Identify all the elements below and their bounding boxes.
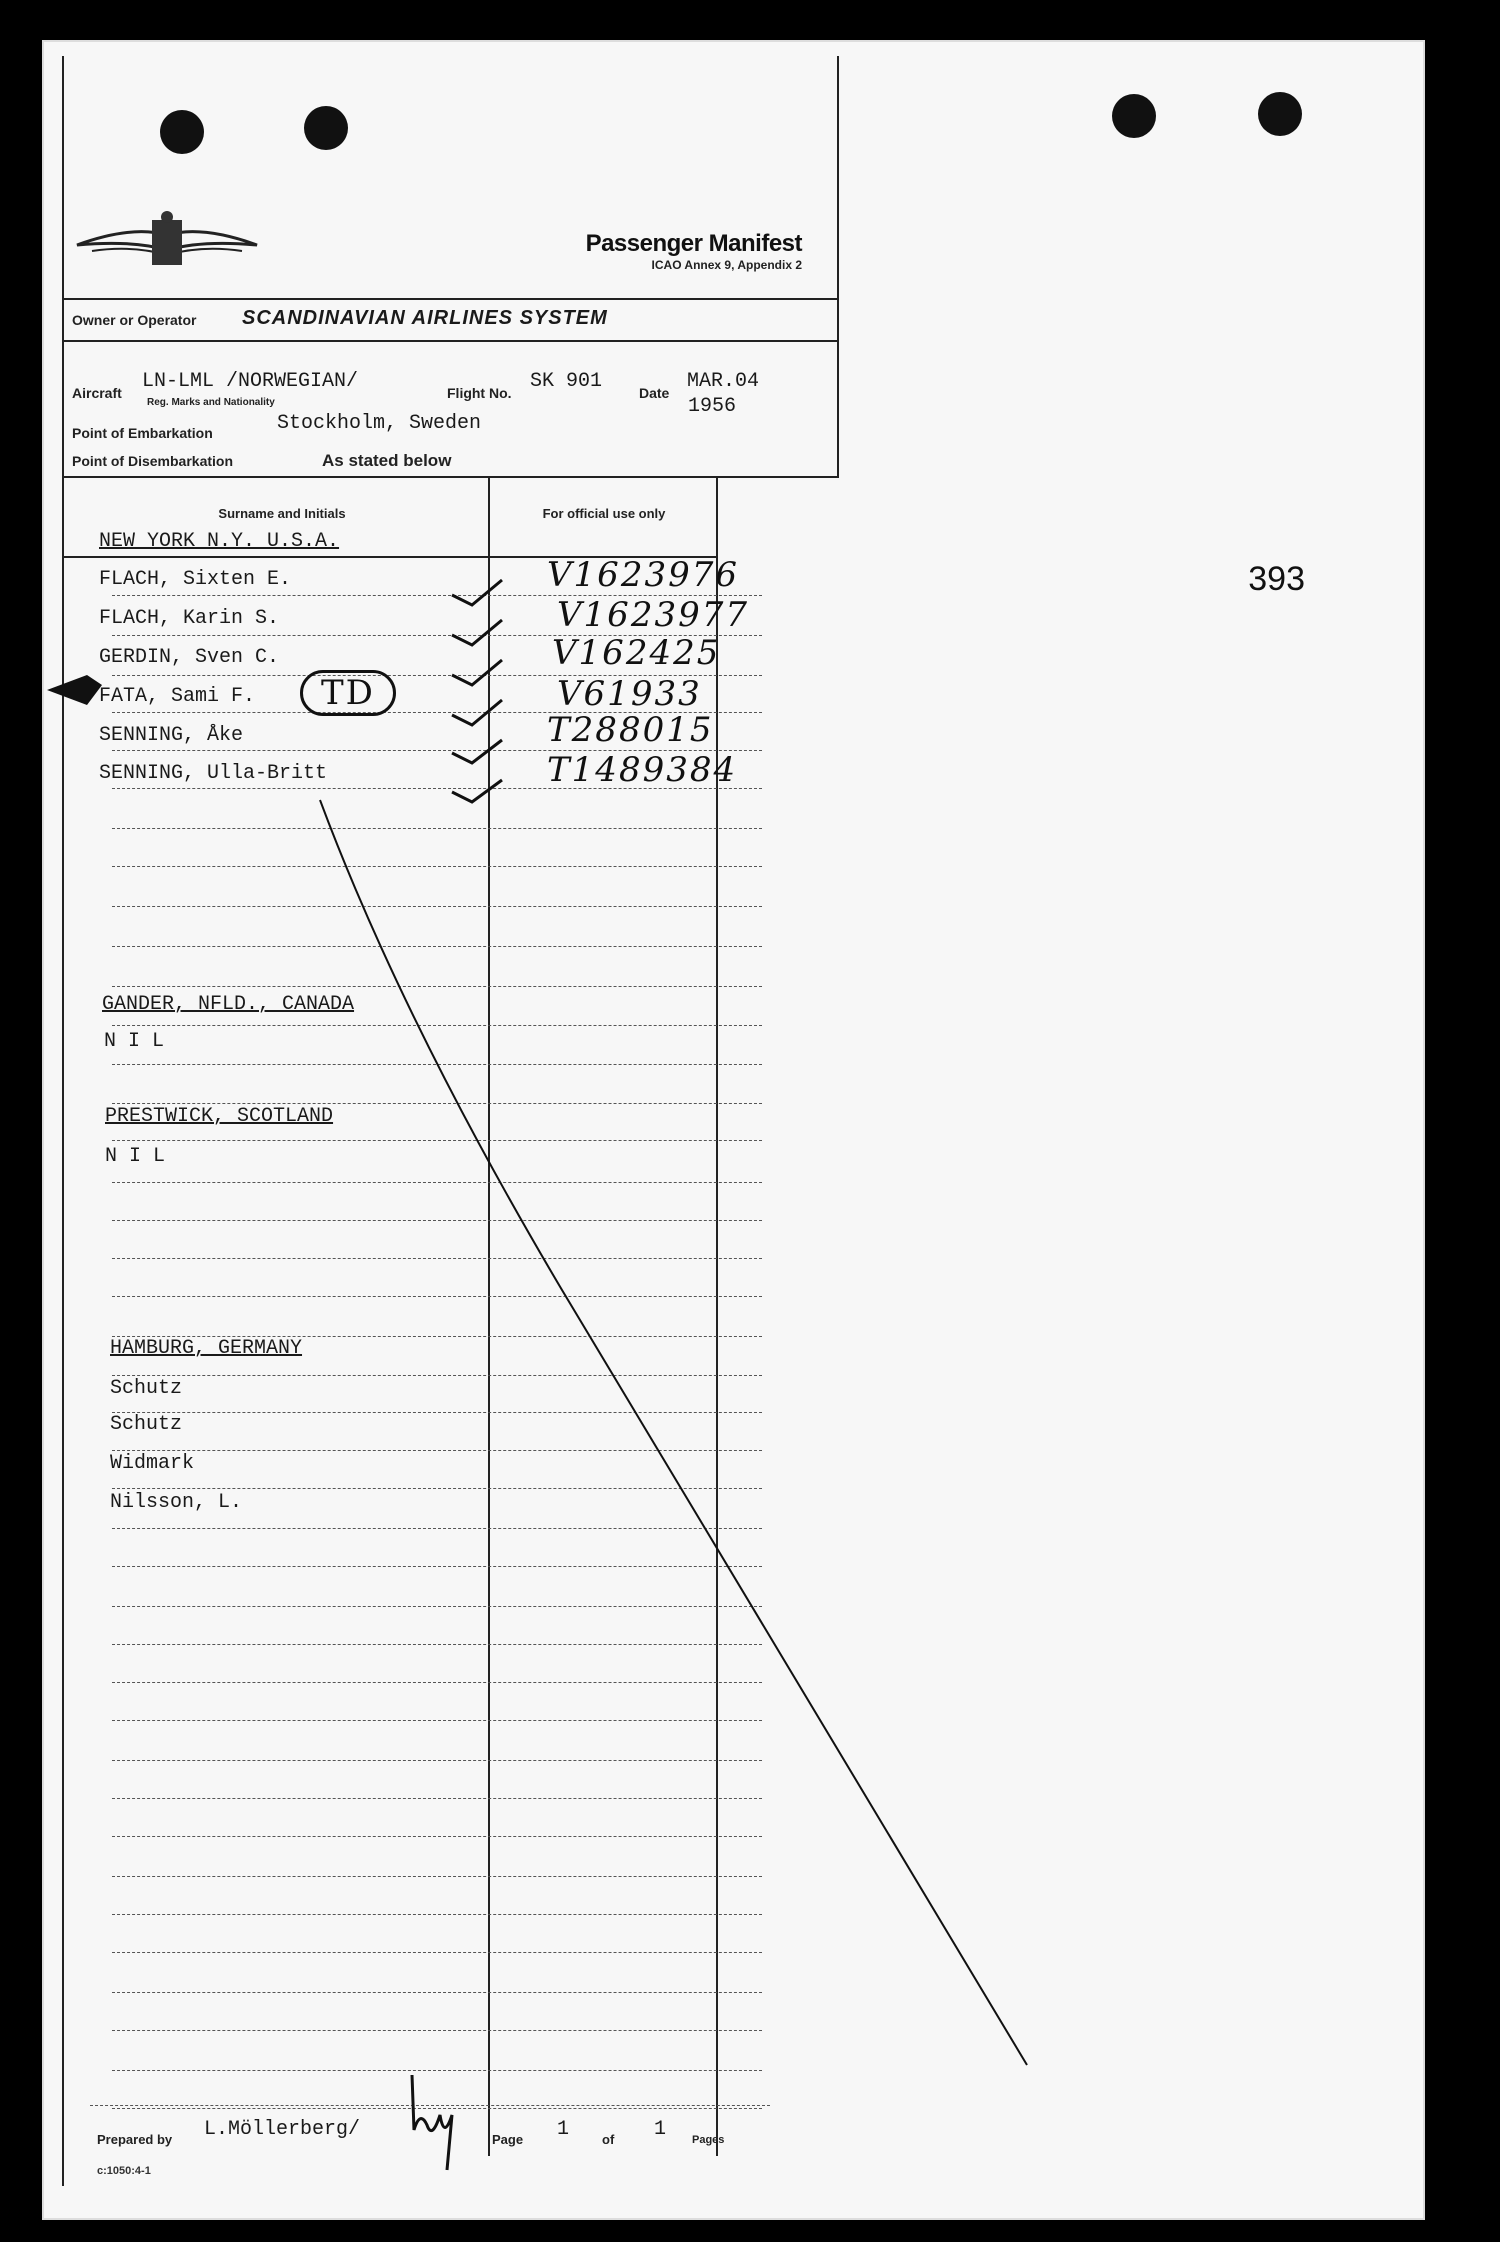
section-heading-hamburg: HAMBURG, GERMANY <box>110 1337 303 1360</box>
official-number: V162425 <box>552 633 721 673</box>
form-code: c:1050:4-1 <box>97 2165 151 2177</box>
form-title-text: Passenger Manifest <box>585 230 802 257</box>
flight-value: SK 901 <box>530 370 603 393</box>
date-label: Date <box>639 385 670 401</box>
disembarkation-label: Point of Disembarkation <box>72 453 234 469</box>
manifest-paper <box>42 40 1425 2220</box>
official-number: V1623976 <box>547 555 739 595</box>
passenger-name: Schutz <box>110 1413 183 1436</box>
td-annotation: TD <box>300 670 396 716</box>
section-heading-prestwick: PRESTWICK, SCOTLAND <box>105 1105 334 1128</box>
passenger-name: Widmark <box>110 1452 195 1475</box>
section-heading-new-york: NEW YORK N.Y. U.S.A. <box>99 530 340 553</box>
owner-value: SCANDINAVIAN AIRLINES SYSTEM <box>242 307 608 329</box>
passenger-name: N I L <box>104 1030 165 1053</box>
official-number: T288015 <box>547 710 714 750</box>
page-value: 1 <box>557 2118 570 2141</box>
prepared-by-value: L.Möllerberg/ <box>204 2118 361 2141</box>
official-number: V61933 <box>557 674 702 714</box>
passenger-name: GERDIN, Sven C. <box>99 646 280 669</box>
passenger-name: N I L <box>105 1145 166 1168</box>
column-header-official: For official use only <box>542 506 666 521</box>
embarkation-label: Point of Embarkation <box>72 425 213 441</box>
passenger-name: Nilsson, L. <box>110 1491 243 1514</box>
owner-label: Owner or Operator <box>72 312 197 328</box>
embarkation-value: Stockholm, Sweden <box>277 412 482 435</box>
page-stamp-number: 393 <box>1248 560 1305 598</box>
passenger-name: FLACH, Sixten E. <box>99 568 292 591</box>
flight-label: Flight No. <box>447 385 512 401</box>
pages-label: Pages <box>692 2134 725 2146</box>
year-value: 1956 <box>688 395 737 418</box>
reg-marks-note: Reg. Marks and Nationality <box>147 397 275 408</box>
disembarkation-value: As stated below <box>322 451 452 470</box>
passenger-name: FLACH, Karin S. <box>99 607 280 630</box>
of-label: of <box>602 2132 615 2147</box>
column-header-names: Surname and Initials <box>218 506 346 521</box>
date-value: MAR.04 <box>687 370 760 393</box>
prepared-by-label: Prepared by <box>97 2132 173 2147</box>
aircraft-label: Aircraft <box>72 385 122 401</box>
official-number: T1489384 <box>547 750 738 790</box>
passenger-name: Schutz <box>110 1377 183 1400</box>
page-label: Page <box>492 2132 524 2147</box>
diagonal-cancel-line <box>42 40 1425 2220</box>
aircraft-value: LN-LML /NORWEGIAN/ <box>142 370 359 393</box>
official-number: V1623977 <box>557 595 749 635</box>
passenger-name: FATA, Sami F. <box>99 685 256 708</box>
passenger-name: SENNING, Ulla-Britt <box>99 762 328 785</box>
passenger-name: SENNING, Åke <box>99 724 244 747</box>
of-value: 1 <box>654 2118 667 2141</box>
form-subtitle: ICAO Annex 9, Appendix 2 <box>651 258 802 272</box>
section-heading-gander: GANDER, NFLD., CANADA <box>102 993 355 1016</box>
